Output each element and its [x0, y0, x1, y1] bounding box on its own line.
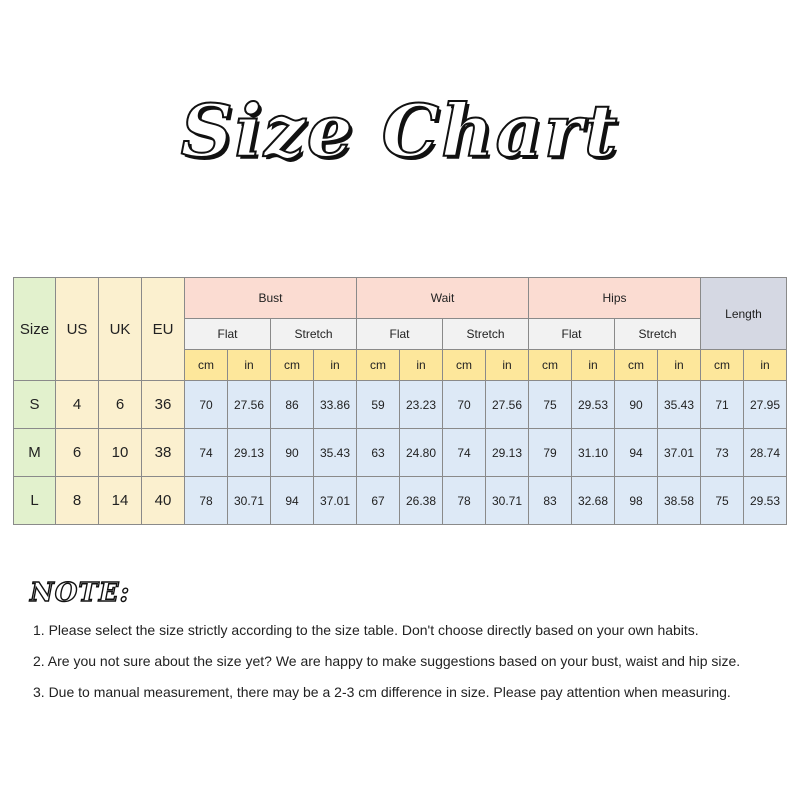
- value-cell: 29.53: [572, 381, 615, 429]
- unit-in: in: [572, 350, 615, 381]
- length-header: Length: [701, 278, 787, 350]
- value-cell: 30.71: [486, 477, 529, 525]
- us-cell: 4: [56, 381, 99, 429]
- unit-cm: cm: [443, 350, 486, 381]
- unit-in: in: [228, 350, 271, 381]
- eu-cell: 36: [142, 381, 185, 429]
- unit-in: in: [658, 350, 701, 381]
- unit-cm: cm: [529, 350, 572, 381]
- waist-header: Wait: [357, 278, 529, 319]
- bust-flat-header: Flat: [185, 319, 271, 350]
- value-cell: 90: [615, 381, 658, 429]
- unit-in: in: [400, 350, 443, 381]
- value-cell: 35.43: [658, 381, 701, 429]
- value-cell: 29.53: [744, 477, 787, 525]
- value-cell: 83: [529, 477, 572, 525]
- value-cell: 90: [271, 429, 314, 477]
- eu-cell: 38: [142, 429, 185, 477]
- size-cell: S: [14, 381, 56, 429]
- waist-flat-header: Flat: [357, 319, 443, 350]
- us-header: US: [56, 278, 99, 381]
- eu-header: EU: [142, 278, 185, 381]
- uk-header: UK: [99, 278, 142, 381]
- notes-list: [33, 620, 793, 713]
- note-item: 2. Are you not sure about the size yet? We are happy to make suggestions based on your bust, waist and hip size.: [33, 653, 741, 669]
- value-cell: 31.10: [572, 429, 615, 477]
- value-cell: 29.13: [228, 429, 271, 477]
- value-cell: 38.58: [658, 477, 701, 525]
- bust-stretch-header: Stretch: [271, 319, 357, 350]
- size-table: [13, 277, 787, 525]
- page-title: Size Chart: [180, 88, 620, 173]
- unit-cm: cm: [271, 350, 314, 381]
- note-item: 3. Due to manual measurement, there may be a 2-3 cm difference in size. Please pay attention when measuring.: [33, 684, 731, 700]
- value-cell: 94: [615, 429, 658, 477]
- value-cell: 37.01: [658, 429, 701, 477]
- us-cell: 6: [56, 429, 99, 477]
- value-cell: 74: [185, 429, 228, 477]
- value-cell: 67: [357, 477, 400, 525]
- value-cell: 79: [529, 429, 572, 477]
- value-cell: 70: [443, 381, 486, 429]
- hips-header: Hips: [529, 278, 701, 319]
- eu-cell: 40: [142, 477, 185, 525]
- value-cell: 35.43: [314, 429, 357, 477]
- value-cell: 78: [443, 477, 486, 525]
- unit-cm: cm: [701, 350, 744, 381]
- value-cell: 71: [701, 381, 744, 429]
- table-row: [14, 429, 787, 477]
- hips-flat-header: Flat: [529, 319, 615, 350]
- value-cell: 29.13: [486, 429, 529, 477]
- value-cell: 27.95: [744, 381, 787, 429]
- value-cell: 70: [185, 381, 228, 429]
- unit-cm: cm: [357, 350, 400, 381]
- note-item: 1. Please select the size strictly according to the size table. Don't choose directly based on your own habits.: [33, 622, 699, 638]
- value-cell: 86: [271, 381, 314, 429]
- value-cell: 94: [271, 477, 314, 525]
- value-cell: 98: [615, 477, 658, 525]
- unit-in: in: [744, 350, 787, 381]
- value-cell: 37.01: [314, 477, 357, 525]
- value-cell: 28.74: [744, 429, 787, 477]
- value-cell: 75: [701, 477, 744, 525]
- unit-in: in: [486, 350, 529, 381]
- value-cell: 30.71: [228, 477, 271, 525]
- value-cell: 73: [701, 429, 744, 477]
- size-cell: M: [14, 429, 56, 477]
- value-cell: 78: [185, 477, 228, 525]
- unit-cm: cm: [615, 350, 658, 381]
- value-cell: 26.38: [400, 477, 443, 525]
- us-cell: 8: [56, 477, 99, 525]
- value-cell: 24.80: [400, 429, 443, 477]
- unit-in: in: [314, 350, 357, 381]
- uk-cell: 10: [99, 429, 142, 477]
- value-cell: 27.56: [228, 381, 271, 429]
- note-title: NOTE:: [30, 578, 131, 608]
- table-row: [14, 381, 787, 429]
- value-cell: 74: [443, 429, 486, 477]
- value-cell: 63: [357, 429, 400, 477]
- value-cell: 75: [529, 381, 572, 429]
- waist-stretch-header: Stretch: [443, 319, 529, 350]
- uk-cell: 14: [99, 477, 142, 525]
- value-cell: 27.56: [486, 381, 529, 429]
- unit-cm: cm: [185, 350, 228, 381]
- size-cell: L: [14, 477, 56, 525]
- bust-header: Bust: [185, 278, 357, 319]
- value-cell: 59: [357, 381, 400, 429]
- value-cell: 23.23: [400, 381, 443, 429]
- size-header: Size: [14, 278, 56, 381]
- uk-cell: 6: [99, 381, 142, 429]
- hips-stretch-header: Stretch: [615, 319, 701, 350]
- value-cell: 32.68: [572, 477, 615, 525]
- value-cell: 33.86: [314, 381, 357, 429]
- table-row: [14, 477, 787, 525]
